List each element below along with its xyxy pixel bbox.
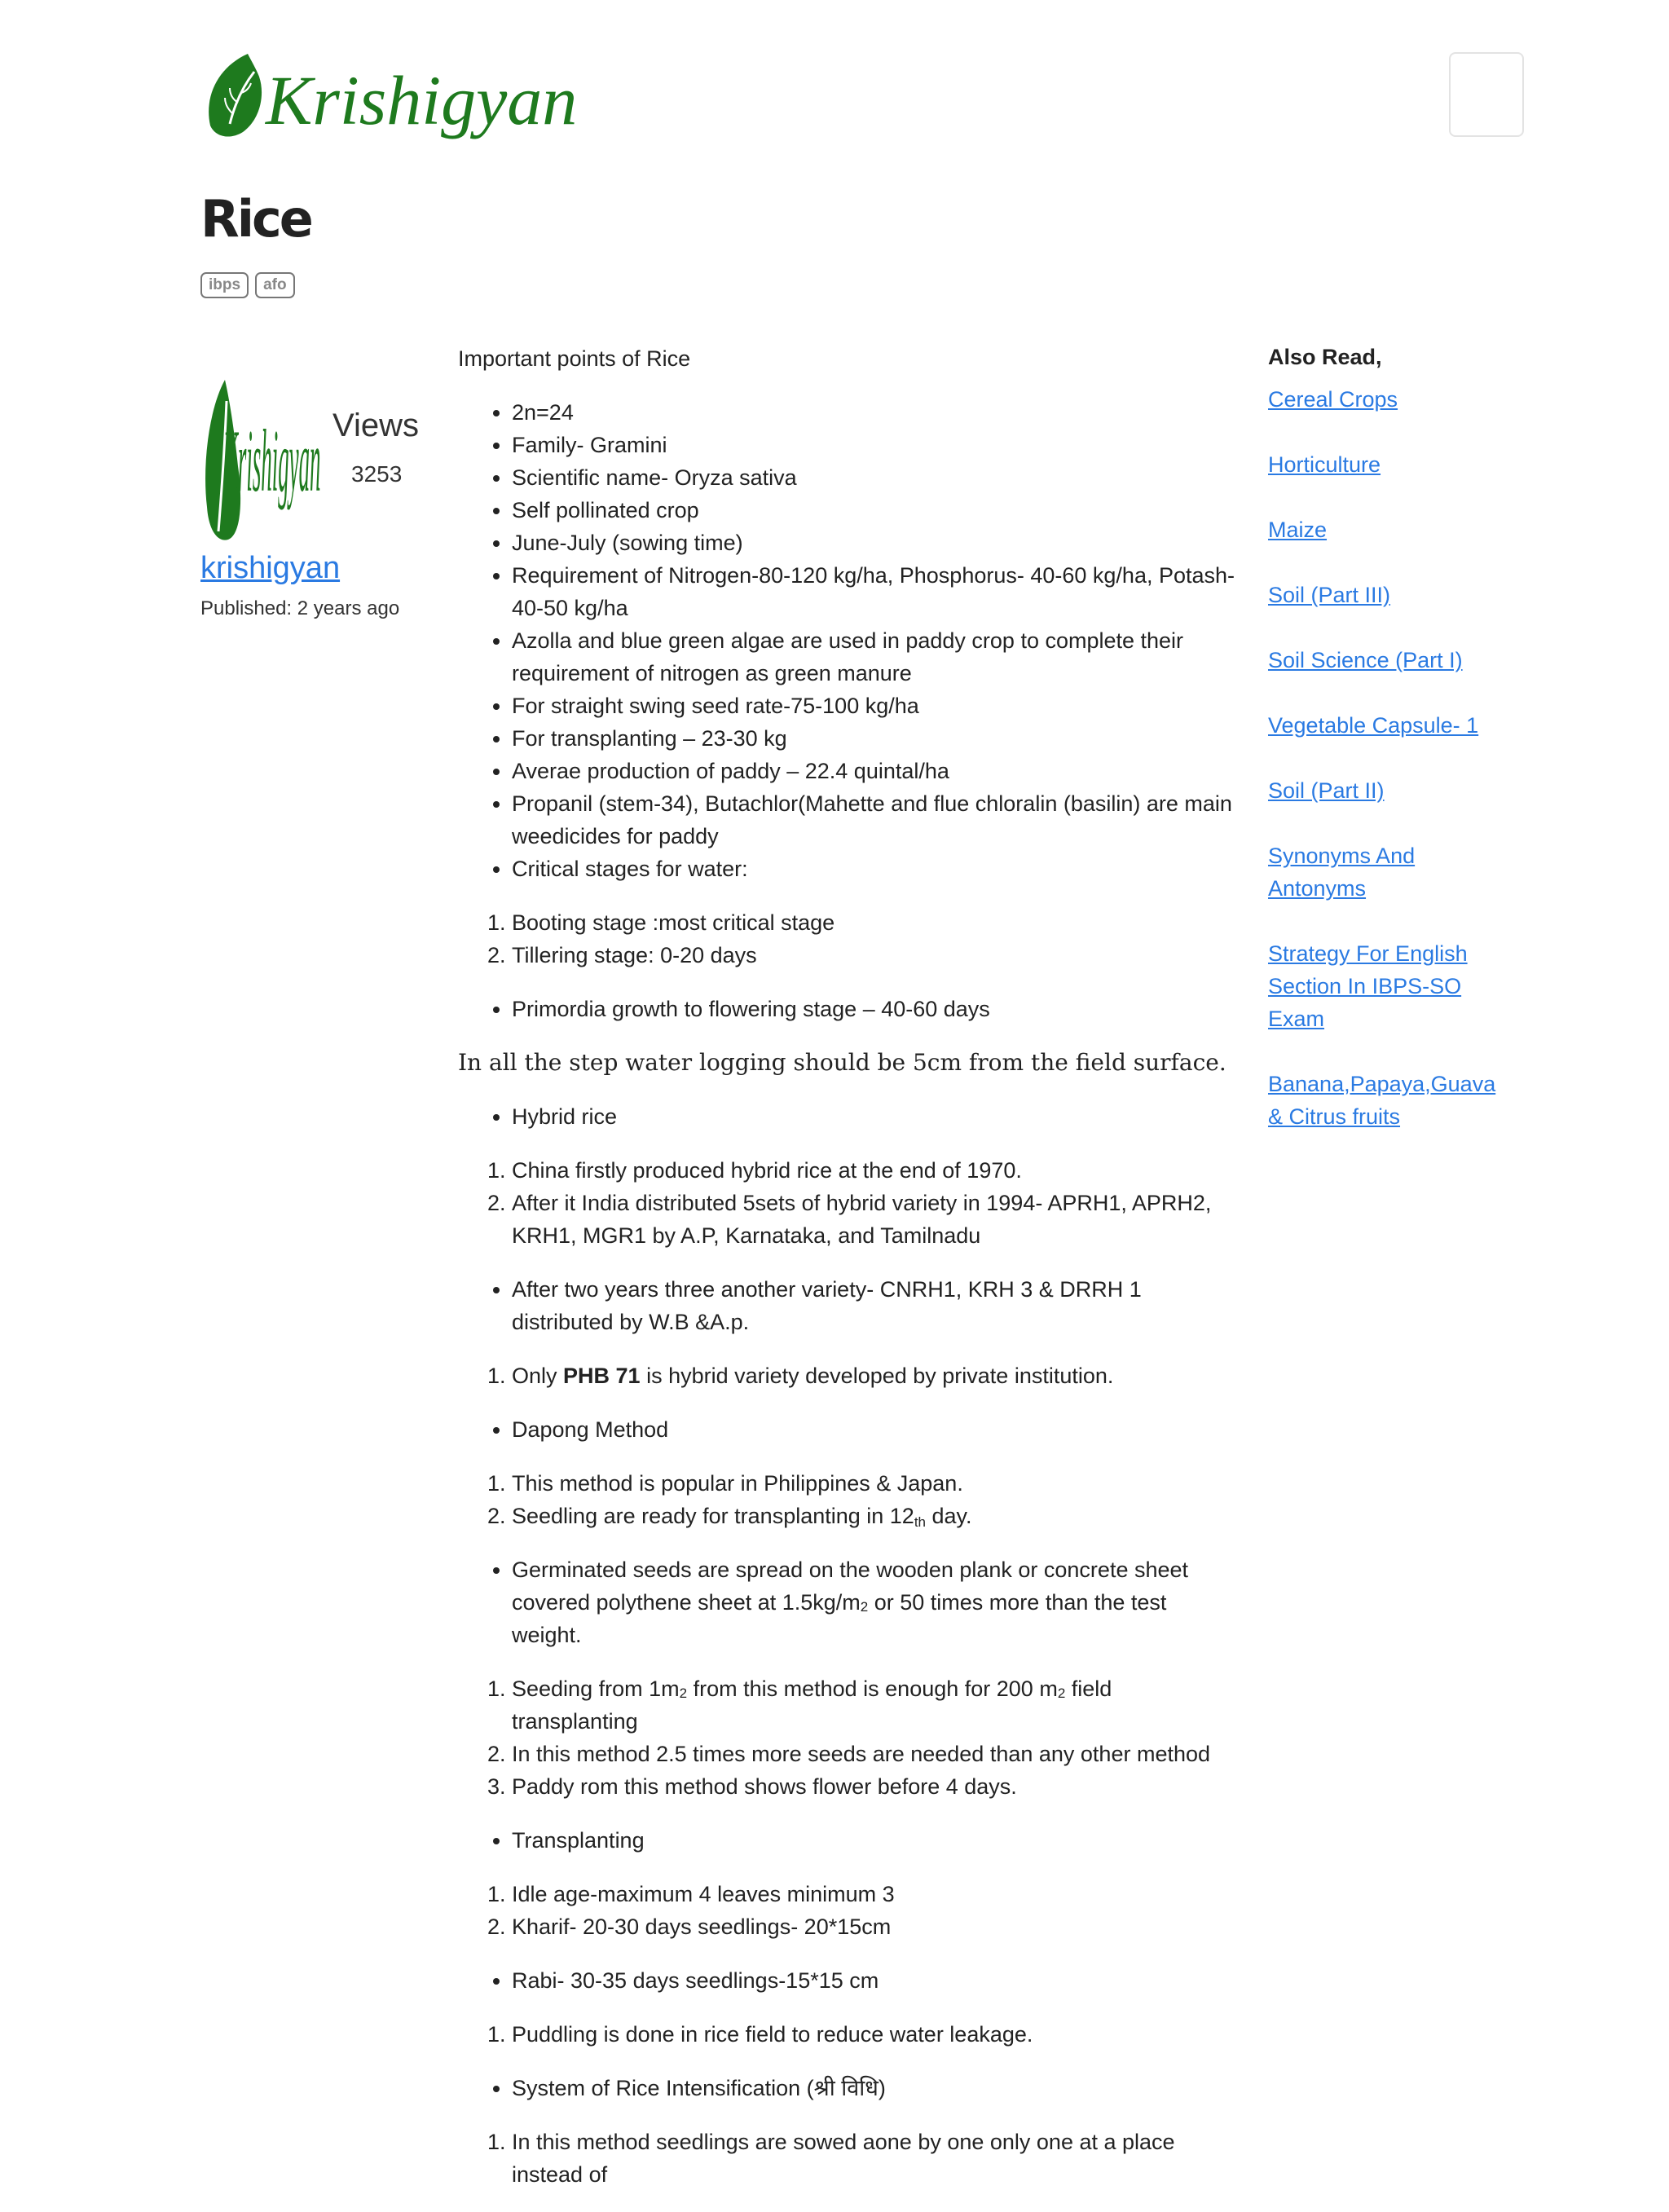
- list-item: 1. Idle age-maximum 4 leaves minimum 3: [512, 1878, 1240, 1910]
- seeding-pre: Seeding from 1m: [512, 1677, 680, 1701]
- sidebar-link-maize[interactable]: Maize: [1268, 518, 1328, 542]
- seeding-sub-1: 2: [679, 1685, 688, 1701]
- list-item: • Requirement of Nitrogen-80-120 kg/ha, Phosphorus- 40-60 kg/ha, Potash- 40-50 kg/ha: [512, 559, 1240, 624]
- leaf-logo-icon: [200, 47, 624, 145]
- sidebar-link-soil-science-part-1[interactable]: Soil Science (Part I): [1268, 648, 1463, 672]
- author-logo-text: Krishigyan: [223, 412, 321, 511]
- author-avatar: [200, 368, 321, 548]
- transplanting-heading-list: [458, 1824, 1240, 1857]
- tag-afo[interactable]: afo: [255, 272, 295, 298]
- hybrid-heading-list: [458, 1100, 1240, 1133]
- list-item: • Transplanting: [512, 1824, 1240, 1857]
- dapong-2-sup: th: [914, 1514, 927, 1530]
- dapong-heading-list: [458, 1413, 1240, 1446]
- germinated-pre: Germinated seeds are spread on the wooden plank or concrete sheet covered polythene sheet at 1.5kg/m: [512, 1558, 1189, 1615]
- rice-points-list: [458, 396, 1240, 885]
- list-item: 2. After it India distributed 5sets of hybrid variety in 1994- APRH1, APRH2, KRH1, MGR1 by A.P, Karnataka, and Tamilnadu: [512, 1187, 1240, 1252]
- site-header: [0, 0, 1669, 163]
- sidebar-link-fruits[interactable]: Banana,Papaya,Guava & Citrus fruits: [1268, 1072, 1496, 1129]
- intro-text: Important points of Rice: [458, 346, 691, 371]
- seeding-post: field transplanting: [512, 1677, 1112, 1734]
- list-item: • Dapong Method: [512, 1413, 1240, 1446]
- germinated-post: or 50 times more than the test weight.: [512, 1590, 1167, 1647]
- primordia-list: [458, 993, 1240, 1025]
- germinated-list: [458, 1553, 1240, 1651]
- sidebar-link-soil-part-2[interactable]: Soil (Part II): [1268, 778, 1385, 803]
- transplanting-list: [458, 1878, 1240, 1943]
- list-item: 1. This method is popular in Philippines & Japan.: [512, 1467, 1240, 1500]
- list-item: • Rabi- 30-35 days seedlings-15*15 cm: [512, 1964, 1240, 1997]
- brand-name: Krishigyan: [266, 61, 578, 139]
- list-item: 1. In this method seedlings are sowed aone by one only one at a place instead of: [512, 2126, 1240, 2191]
- phb-pre: Only: [512, 1364, 564, 1388]
- list-item: 1. China firstly produced hybrid rice at the end of 1970.: [512, 1154, 1240, 1187]
- views-count: 3253: [351, 461, 403, 487]
- dapong-2-pre: Seedling are ready for transplanting in 12: [512, 1504, 914, 1528]
- seeding-mid: from this method is enough for 200 m: [687, 1677, 1058, 1701]
- hybrid-list: [458, 1154, 1240, 1252]
- after-two-years-list: [458, 1273, 1240, 1338]
- sidebar-link-synonyms-antonyms[interactable]: Synonyms And Antonyms: [1268, 844, 1416, 901]
- puddling-list: [458, 2018, 1240, 2051]
- article-content: [458, 334, 1240, 2212]
- list-item: • Scientific name- Oryza sativa: [512, 461, 1240, 494]
- list-item: • Azolla and blue green algae are used in paddy crop to complete their requirement of nitrogen as green manure: [512, 624, 1240, 690]
- list-item: 1. Booting stage :most critical stage: [512, 906, 1240, 939]
- rabi-list: [458, 1964, 1240, 1997]
- phb-bold: PHB 71: [563, 1364, 641, 1388]
- sidebar-link-cereal-crops[interactable]: Cereal Crops: [1268, 387, 1398, 412]
- list-item: • Primordia growth to flowering stage – 40-60 days: [512, 993, 1240, 1025]
- list-item: • Hybrid rice: [512, 1100, 1240, 1133]
- list-item: [512, 1672, 1240, 1738]
- list-item: 2. Kharif- 20-30 days seedlings- 20*15cm: [512, 1910, 1240, 1943]
- phb-post: is hybrid variety developed by private institution.: [640, 1364, 1114, 1388]
- sidebar-title: Also Read,: [1268, 345, 1382, 369]
- list-item: [512, 1359, 1240, 1392]
- list-item: [512, 1500, 1240, 1532]
- list-item: 2. Tillering stage: 0-20 days: [512, 939, 1240, 972]
- sidebar-link-soil-part-3[interactable]: Soil (Part III): [1268, 583, 1391, 607]
- dapong-2-post: day.: [926, 1504, 972, 1528]
- critical-stages-list: [458, 906, 1240, 972]
- list-item: • June-July (sowing time): [512, 527, 1240, 559]
- list-item: [512, 1553, 1240, 1651]
- list-item: 2. In this method 2.5 times more seeds are needed than any other method: [512, 1738, 1240, 1770]
- page-title: Rice: [200, 189, 311, 249]
- author-link[interactable]: krishigyan: [200, 551, 341, 585]
- list-item: • For straight swing seed rate-75-100 kg/ha: [512, 690, 1240, 722]
- dapong-list: [458, 1467, 1240, 1532]
- sri-list: [458, 2126, 1240, 2191]
- views-label: Views: [332, 408, 419, 443]
- tag-ibps[interactable]: ibps: [200, 272, 249, 298]
- tag-list: [200, 272, 295, 298]
- list-item: • System of Rice Intensification (श्री विधि): [512, 2072, 1240, 2104]
- sri-heading-list: [458, 2072, 1240, 2104]
- seeding-list: [458, 1672, 1240, 1803]
- sidebar-link-strategy-english[interactable]: Strategy For English Section In IBPS-SO Exam: [1268, 941, 1468, 1031]
- list-item: • 2n=24: [512, 396, 1240, 429]
- krishigyan-logo[interactable]: [200, 47, 624, 145]
- list-item: • Self pollinated crop: [512, 494, 1240, 527]
- germinated-sub: 2: [860, 1599, 869, 1615]
- seeding-sub-2: 2: [1057, 1685, 1066, 1701]
- list-item: • Critical stages for water:: [512, 853, 1240, 885]
- sidebar-link-vegetable-capsule[interactable]: Vegetable Capsule- 1: [1268, 713, 1479, 738]
- leaf-logo-icon: [200, 368, 321, 548]
- menu-button[interactable]: [1449, 52, 1524, 137]
- list-item: • After two years three another variety- CNRH1, KRH 3 & DRRH 1 distributed by W.B &A.p.: [512, 1273, 1240, 1338]
- water-logging-text: In all the step water logging should be 5cm from the field surface.: [458, 1049, 1226, 1076]
- also-read-sidebar: [1268, 341, 1513, 1165]
- list-item: 3. Paddy rom this method shows flower before 4 days.: [512, 1770, 1240, 1803]
- published-date: Published: 2 years ago: [200, 597, 400, 619]
- list-item: • Family- Gramini: [512, 429, 1240, 461]
- list-item: 1. Puddling is done in rice field to reduce water leakage.: [512, 2018, 1240, 2051]
- list-item: • For transplanting – 23-30 kg: [512, 722, 1240, 755]
- list-item: • Propanil (stem-34), Butachlor(Mahette and flue chloralin (basilin) are main weedicides for paddy: [512, 787, 1240, 853]
- list-item: • Averae production of paddy – 22.4 quintal/ha: [512, 755, 1240, 787]
- phb-list: [458, 1359, 1240, 1392]
- sidebar-link-horticulture[interactable]: Horticulture: [1268, 452, 1381, 477]
